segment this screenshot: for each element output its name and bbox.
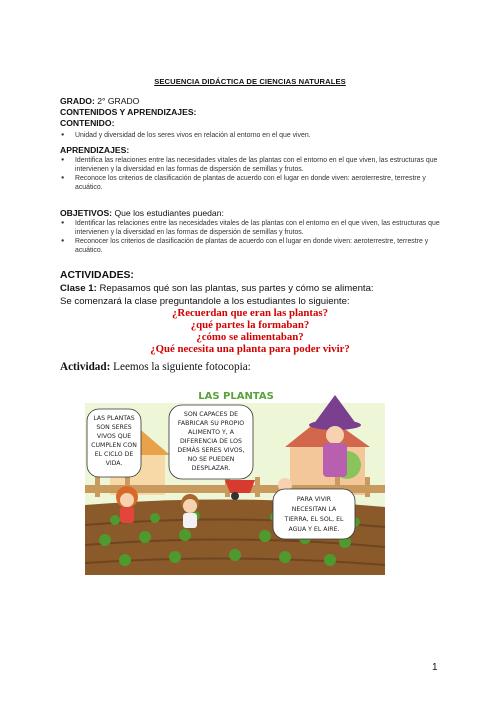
question-4: ¿Qué necesita una planta para poder vivir? [150,343,350,355]
page-number: 1 [432,662,438,673]
svg-text:SON SERES: SON SERES [96,424,132,431]
actividad-text: Leemos la siguiente fotocopia: [113,361,251,373]
svg-text:DESPLAZAR.: DESPLAZAR. [191,465,231,472]
grado-label: GRADO: [60,96,95,106]
illustration-title: LAS PLANTAS [198,391,274,402]
aprendizajes-section [60,145,450,192]
speech-bubble-2 [169,405,253,479]
svg-text:LAS PLANTAS: LAS PLANTAS [93,415,135,422]
clase-text: Repasamos qué son las plantas, sus partes y cómo se alimenta: [99,283,374,294]
svg-text:PARA VIVIR: PARA VIVIR [296,496,332,503]
svg-text:EL CICLO DE: EL CICLO DE [94,451,134,458]
contenido-list [60,131,450,140]
objetivos-intro: Que los estudiantes puedan: [114,208,224,218]
plants-illustration [85,385,385,575]
grado-value: 2° GRADO [97,96,140,106]
svg-text:CUMPLEN CON: CUMPLEN CON [91,442,137,449]
actividades-heading: ACTIVIDADES: [60,270,134,281]
clase-line [60,283,460,295]
svg-text:DEMÁS SERES VIVOS,: DEMÁS SERES VIVOS, [177,447,245,454]
question-2: ¿qué partes la formaban? [190,319,310,331]
aprendizajes-list [60,156,450,192]
aprendizajes-heading: APRENDIZAJES: [60,145,130,155]
contenidos-heading: CONTENIDOS Y APRENDIZAJES: [60,107,197,117]
svg-text:AGUA Y EL AIRE.: AGUA Y EL AIRE. [288,526,340,533]
svg-text:FABRICAR SU PROPIO: FABRICAR SU PROPIO [177,420,245,427]
question-1: ¿Recuerdan que eran las plantas? [172,307,328,319]
grado-section [60,96,450,140]
contenido-heading: CONTENIDO: [60,118,115,128]
svg-text:NO SE PUEDEN: NO SE PUEDEN [187,456,235,463]
objetivos-section [60,208,450,255]
clase-label: Clase 1: [60,283,97,294]
svg-text:ALIMENTO Y, A: ALIMENTO Y, A [188,429,234,436]
svg-text:TIERRA, EL SOL, EL: TIERRA, EL SOL, EL [284,516,344,523]
page-title: SECUENCIA DIDÁCTICA DE CIENCIAS NATURALES [154,77,346,86]
list-item: ● Unidad y diversidad de los seres vivos en relación al entorno en el que viven. [60,131,450,140]
question-3: ¿cómo se alimentaban? [196,331,304,343]
svg-text:VIDA.: VIDA. [105,460,123,467]
svg-text:SON CAPACES DE: SON CAPACES DE [183,411,239,418]
svg-text:DIFERENCIA DE LOS: DIFERENCIA DE LOS [180,438,242,445]
list-item: ● Identificar las relaciones entre las necesidades vitales de las plantas con el entorno en el que viven, las estructuras que intervienen y la diversidad en las formas de dispersión de semillas y frutos. [60,219,450,237]
list-item: ● Identifica las relaciones entre las necesidades vitales de las plantas con el entorno en el que viven, las estructuras que intervienen y la diversidad en las formas de dispersión de semillas y frutos. [60,156,450,174]
svg-text:NECESITAN LA: NECESITAN LA [291,506,337,513]
speech-bubble-3 [273,489,355,539]
intro-line: Se comenzará la clase preguntandole a los estudiantes lo siguiente: [60,296,350,307]
actividad-label: Actividad: [60,361,111,373]
speech-bubble-1 [87,409,141,477]
objetivos-label: OBJETIVOS: [60,208,113,218]
list-item: ● Reconoce los criterios de clasificación de plantas de acuerdo con el lugar en donde viven: aeroterrestre, terrestre y acuático. [60,174,450,192]
svg-text:VIVOS QUE: VIVOS QUE [96,433,132,440]
actividad-line [60,361,251,373]
list-item: ● Reconocer los criterios de clasificación de plantas de acuerdo con el lugar en donde viven: aeroterrestre, terrestre y acuático. [60,237,450,255]
objetivos-list [60,219,450,255]
